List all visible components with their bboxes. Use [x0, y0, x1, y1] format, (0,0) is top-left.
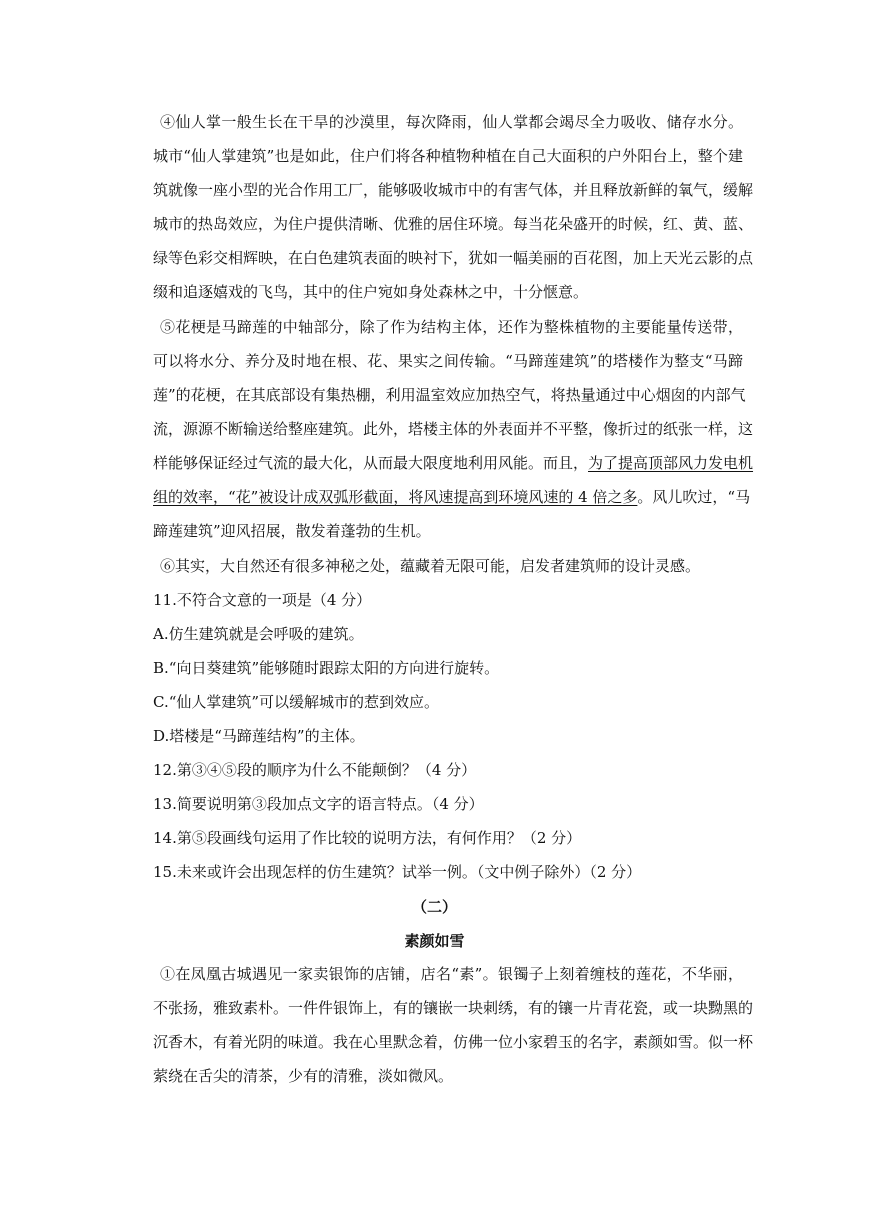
paragraph-5-line-2: 可以将水分、养分及时地在根、花、果实之间传输。“马蹄莲建筑”的塔楼作为整支“马蹄 [153, 352, 743, 370]
paragraph-5-plain-text: 样能够保证经过气流的最大化，从而最大限度地利用风能。而且， [153, 454, 589, 472]
paragraph-4-line-2: 城市“仙人掌建筑”也是如此，住户们将各种植物种植在自己大面积的户外阳台上，整个建 [153, 147, 743, 165]
paragraph-4-line-4: 城市的热岛效应，为住户提供清晰、优雅的居住环境。每当花朵盛开的时候，红、黄、蓝、 [153, 215, 754, 233]
underlined-sentence-part-1: 为了提高顶部风力发电机 [588, 454, 754, 472]
paragraph-4-line-6: 缀和追逐嬉戏的飞鸟，其中的住户宛如身处森林之中，十分惬意。 [153, 283, 589, 301]
question-13: 13.简要说明第③段加点文字的语言特点。（4 分） [153, 795, 484, 813]
story-title: 素颜如雪 [404, 932, 465, 950]
question-15: 15.未来或许会出现怎样的仿生建筑？试举一例。（文中例子除外）（2 分） [153, 863, 642, 881]
paragraph-4-line-3: 筑就像一座小型的光合作用工厂，能够吸收城市中的有害气体，并且释放新鲜的氧气，缓解 [153, 181, 754, 199]
underlined-sentence-part-2: 组的效率，“花”被设计成双弧形截面，将风速提高到环境风速的 4 倍之多 [153, 488, 638, 506]
question-12: 12.第③④⑤段的顺序为什么不能颠倒？（4 分） [153, 761, 477, 779]
question-11-option-d: D.塔楼是“马蹄莲结构”的主体。 [153, 727, 365, 745]
paragraph-5-plain-text-2: 。风儿吹过，“马 [637, 488, 751, 506]
paragraph-5-line-4: 流，源源不断输送给整座建筑。此外，塔楼主体的外表面并不平整，像折过的纸张一样，这 [153, 420, 754, 438]
story-paragraph-1-line-2: 不张扬，雅致素朴。一件件银饰上，有的镶嵌一块刺绣，有的镶一片青花瓷，或一块黝黑的 [153, 999, 754, 1017]
paragraph-5-line-1: ⑤花梗是马蹄莲的中轴部分，除了作为结构主体，还作为整株植物的主要能量传送带， [160, 318, 743, 336]
question-11-option-c: C.“仙人掌建筑”可以缓解城市的惹到效应。 [153, 693, 440, 711]
story-paragraph-1-line-4: 萦绕在舌尖的清茶，少有的清雅，淡如微风。 [153, 1067, 454, 1085]
question-11: 11.不符合文意的一项是（4 分） [153, 591, 372, 609]
paragraph-5-line-3: 莲”的花梗，在其底部设有集热棚，利用温室效应加热空气，将热量通过中心烟囱的内部气 [153, 386, 746, 404]
question-11-option-b: B.“向日葵建筑”能够随时跟踪太阳的方向进行旋转。 [153, 659, 500, 677]
question-11-option-a: A.仿生建筑就是会呼吸的建筑。 [153, 625, 364, 643]
story-paragraph-1-line-1: ①在凤凰古城遇见一家卖银饰的店铺，店名“素”。银镯子上刻着缠枝的莲花，不华丽， [160, 965, 743, 983]
section-heading: （二） [411, 898, 457, 916]
question-14: 14.第⑤段画线句运用了作比较的说明方法，有何作用？（2 分） [153, 829, 582, 847]
story-paragraph-1-line-3: 沉香木，有着光阴的味道。我在心里默念着，仿佛一位小家碧玉的名字，素颜如雪。似一杯 [153, 1033, 754, 1051]
paragraph-5-line-6 [153, 487, 751, 507]
paragraph-4-line-5: 绿等色彩交相辉映，在白色建筑表面的映衬下，犹如一幅美丽的百花图，加上天光云影的点 [153, 249, 754, 267]
paragraph-4-line-1: ④仙人掌一般生长在干旱的沙漠里，每次降雨，仙人掌都会竭尽全力吸收、储存水分。 [160, 113, 743, 131]
paragraph-6: ⑥其实，大自然还有很多神秘之处，蕴藏着无限可能，启发者建筑师的设计灵感。 [160, 557, 701, 575]
paragraph-5-line-7: 蹄莲建筑”迎风招展，散发着蓬勃的生机。 [153, 522, 431, 540]
paragraph-5-line-5 [153, 453, 754, 473]
